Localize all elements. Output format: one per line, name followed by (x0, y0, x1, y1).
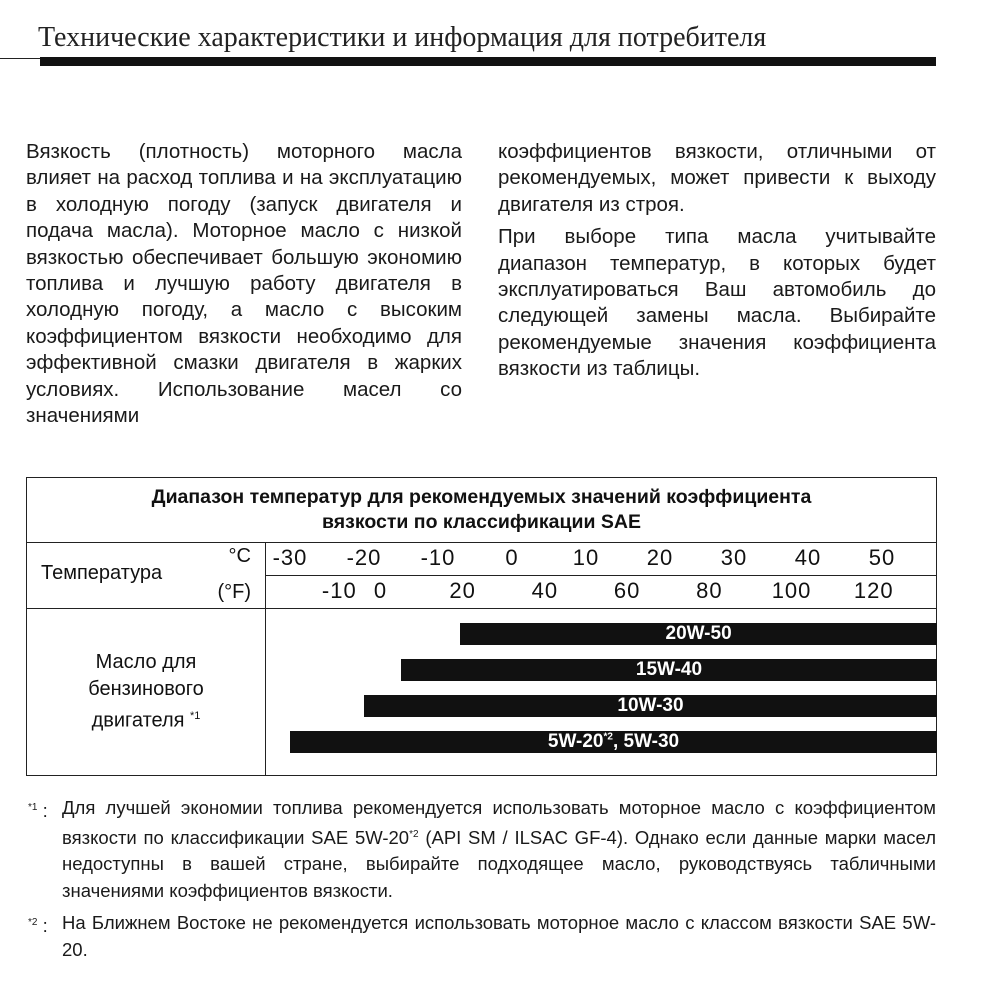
header-rule-thick (40, 57, 936, 66)
tick-celsius: -30 (272, 545, 308, 570)
scale-fahrenheit-cell (266, 576, 937, 609)
table-title (27, 478, 937, 543)
tick-celsius: 30 (720, 545, 748, 570)
viscosity-bars (266, 609, 936, 775)
tick-fahrenheit: 120 (853, 578, 894, 603)
tick-celsius: 10 (572, 545, 600, 570)
text-column-left (26, 139, 462, 429)
paragraph-viscosity: Вязкость (плотность) моторного масла влияет на расход топлива и на эксплуатацию в холодную погоду (запуск двигателя и подача масла). Моторное масло с низкой вязкостью обеспечивает большую экономию топлива и лучшую работу двигателя в холодную погоду, а масло с высоким коэффициентом вязкости необходимо для эффективной смазки двигателя в жарких условиях. Использование масел со значениями (26, 140, 462, 428)
bar-10w-30: 10W-30 (364, 695, 937, 717)
tick-celsius: 0 (505, 545, 519, 570)
paragraph-continuation: коэффициентов вязкости, отличными от рекомендуемых, может привести к выходу двигателя из строя. (498, 140, 936, 216)
oil-label-line-1: Масло для (95, 651, 197, 674)
text-column-right (498, 139, 936, 383)
bar-5w-20: 5W-20$^{*2}$, 5W-30 (290, 731, 937, 753)
tick-celsius: -10 (420, 545, 456, 570)
tick-fahrenheit: 40 (531, 578, 559, 603)
tick-fahrenheit: 60 (613, 578, 641, 603)
table-title-line-1: Диапазон температур для рекомендуемых значений коэффициента (151, 486, 812, 508)
tick-fahrenheit: 0 (373, 578, 388, 603)
scale-celsius-cell (266, 543, 937, 576)
unit-fahrenheit: (°F) (217, 581, 251, 603)
footnote-1 (28, 795, 936, 904)
footnotes (28, 795, 936, 963)
table-title-line-2: вязкости по классификации SAE (322, 511, 641, 533)
tick-fahrenheit: 20 (449, 578, 476, 603)
temperature-label-cell (27, 543, 266, 609)
bars-cell (266, 609, 937, 776)
tick-celsius: 40 (794, 545, 822, 570)
sae-viscosity-table (26, 477, 937, 776)
scale-celsius (266, 543, 936, 575)
oil-label-line-3: двигателя $^{*1}$ (91, 709, 201, 732)
footnote-2-text: На Ближнем Востоке не рекомендуется использовать моторное масло с классом вязкости SAE 5W-20. (62, 912, 936, 960)
tick-fahrenheit: -10 (321, 578, 357, 603)
tick-fahrenheit: 80 (696, 578, 723, 603)
scale-fahrenheit (266, 576, 936, 608)
paragraph-selection: При выборе типа масла учитывайте диапазон температур, в которых будет эксплуатироваться Ваш автомобиль до следующей замены масла. Выбирайте рекомендуемые значения коэффициента вязкости из таблицы. (498, 225, 936, 381)
tick-celsius: 50 (868, 545, 896, 570)
page-title: Технические характеристики и информация для потребителя (38, 22, 767, 53)
bar-15w-40: 15W-40 (401, 659, 937, 681)
tick-celsius: 20 (646, 545, 674, 570)
footnote-1-mark: $^{*1}$ : (28, 800, 48, 822)
footnote-2-mark: $^{*2}$ : (28, 915, 48, 937)
footnote-1-text: Для лучшей экономии топлива рекомендуется использовать моторное масло с коэффициентом вязкости по классификации SAE 5W-20$^{*2}$ (API SM / ILSAC GF-4). Однако если данные марки масел недоступны в вашей стране, выбирайте подходящее масло, руководствуясь табличными значениями коэффициентов вязкости. (62, 797, 936, 901)
header-rule-thin (0, 58, 40, 59)
tick-celsius: -20 (346, 545, 382, 570)
tick-fahrenheit: 100 (771, 578, 812, 603)
temperature-label: Температура (41, 562, 163, 584)
oil-label-cell (27, 609, 266, 776)
bar-20w-50: 20W-50 (460, 623, 937, 645)
footnote-2 (28, 910, 936, 963)
oil-label-line-2: бензинового (88, 678, 204, 701)
footnote-ref-1: *1 (190, 710, 201, 723)
unit-celsius: °C (228, 545, 251, 567)
